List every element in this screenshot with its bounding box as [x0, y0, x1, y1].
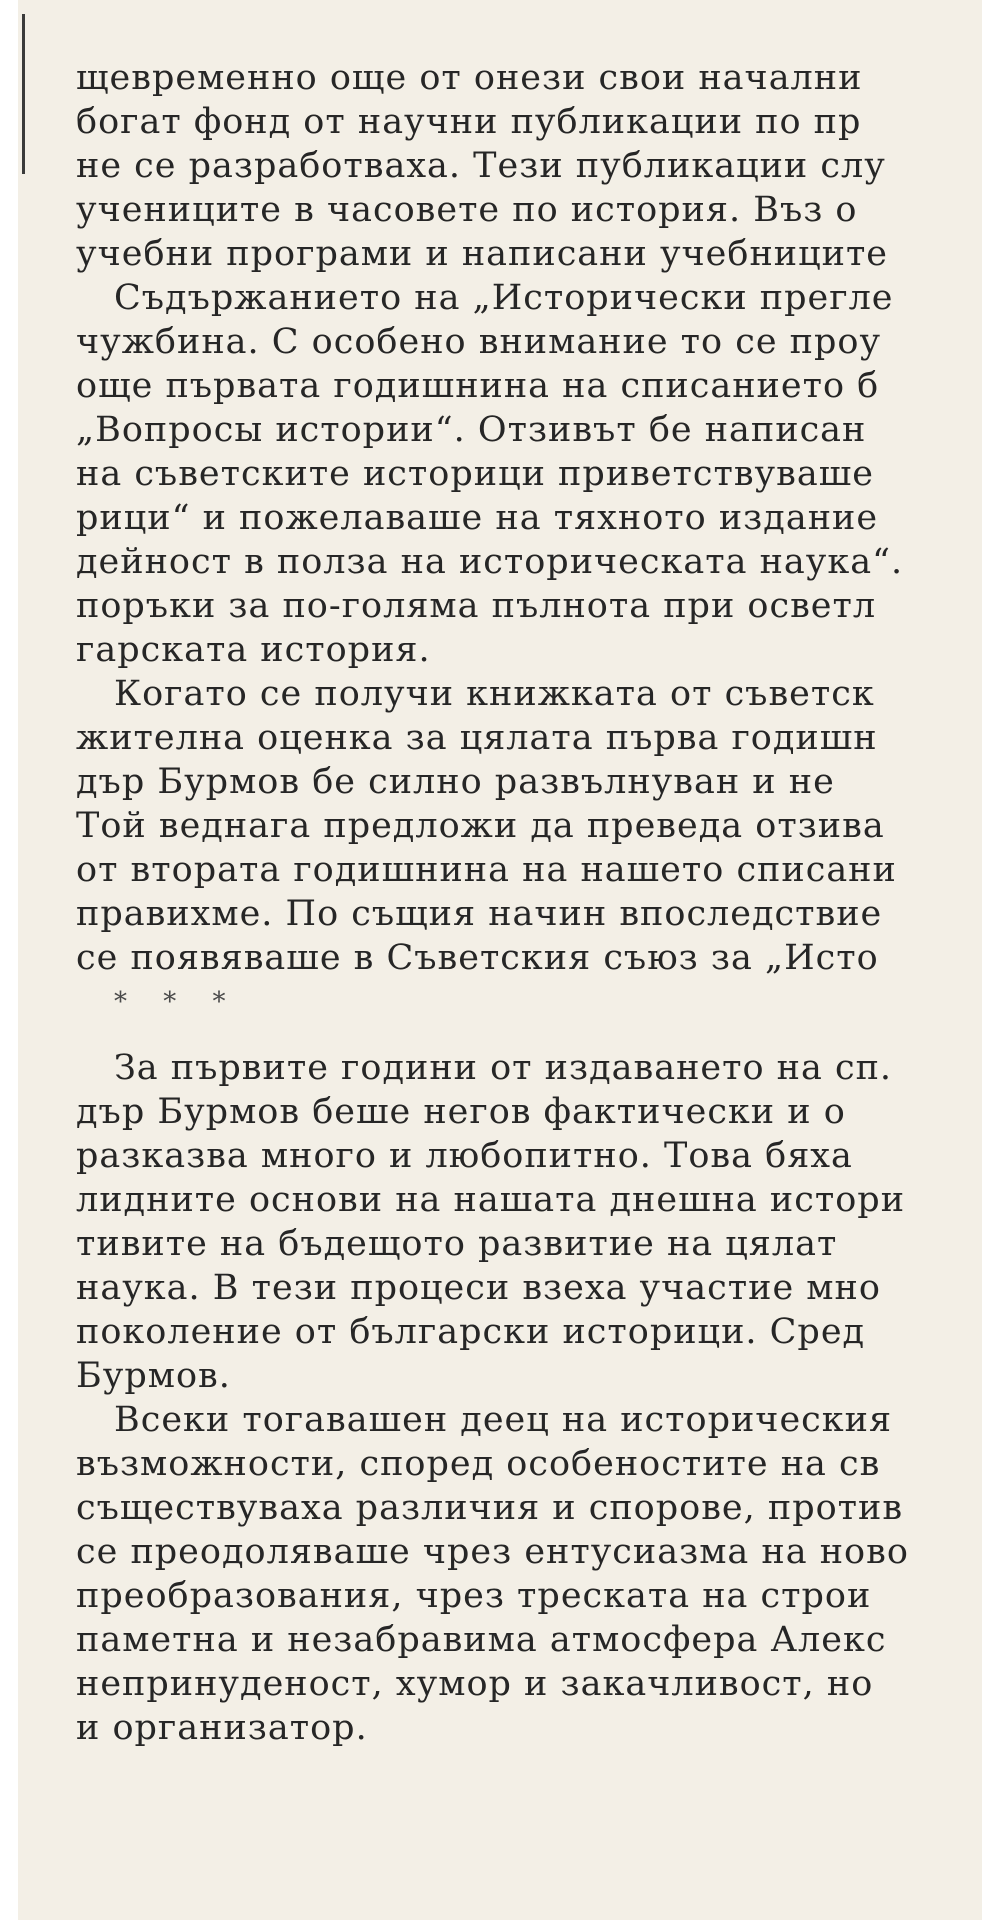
text-line: дейност в полза на историческата наука“.: [76, 542, 904, 582]
text-line: тивите на бъдещото развитие на цялат: [76, 1224, 838, 1264]
text-line: За първите години от издаването на сп.: [114, 1048, 893, 1088]
paragraph-2: [76, 276, 982, 672]
text-line: възможности, според особеностите на св: [76, 1444, 881, 1484]
text-line: наука. В тези процеси взеха участие мно: [76, 1268, 881, 1308]
scan-shadow-line: [22, 14, 25, 174]
text-line: дър Бурмов беше негов фактически и о: [76, 1092, 846, 1132]
text-line: Съдържанието на „Исторически прегле: [114, 278, 894, 318]
text-line: поръки за по-голяма пълнота при осветл: [76, 586, 877, 626]
text-line: правихме. По същия начин впоследствие: [76, 894, 883, 934]
text-line: Всеки тогавашен деец на историческия: [114, 1400, 893, 1440]
paragraph-5: [76, 1398, 982, 1750]
text-line: се преодоляваше чрез ентусиазма на ново: [76, 1532, 909, 1572]
text-line: рици“ и пожелаваше на тяхното издание: [76, 498, 879, 538]
text-line: „Вопросы истории“. Отзивът бе написан: [76, 410, 867, 450]
paragraph-1: [76, 56, 982, 276]
text-line: съществуваха различия и спорове, против: [76, 1488, 904, 1528]
text-line: преобразования, чрез треската на строи: [76, 1576, 872, 1616]
text-line: Когато се получи книжката от съветск: [114, 674, 875, 714]
text-line: поколение от български историци. Сред: [76, 1312, 866, 1352]
text-line: дър Бурмов бе силно развълнуван и не: [76, 762, 835, 802]
text-line: не се разработваха. Тези публикации слу: [76, 146, 886, 186]
separator-spacing: [76, 1024, 982, 1046]
text-line: учебни програми и написани учебниците: [76, 234, 889, 274]
section-separator: * * *: [114, 987, 240, 1017]
text-line: щевременно още от онези свои начални: [76, 58, 863, 98]
text-line: гарската история.: [76, 630, 431, 670]
text-line: още първата годишнина на списанието б: [76, 366, 880, 406]
text-line: учениците в часовете по история. Въз о: [76, 190, 858, 230]
text-line: се появяваше в Съветския съюз за „Исто: [76, 938, 879, 978]
text-line: от втората годишнина на нашето списани: [76, 850, 897, 890]
text-line: паметна и незабравима атмосфера Алекс: [76, 1620, 887, 1660]
paragraph-4: [76, 1046, 982, 1398]
text-line: непринуденост, хумор и закачливост, но: [76, 1664, 874, 1704]
paragraph-3: [76, 672, 982, 980]
text-line: чужбина. С особено внимание то се проу: [76, 322, 882, 362]
text-line: богат фонд от научни публикации по пр: [76, 102, 862, 142]
text-line: на съветските историци приветствуваше: [76, 454, 874, 494]
text-line: Той веднага предложи да преведа отзива: [76, 806, 885, 846]
text-line: разказва много и любопитно. Това бяха: [76, 1136, 853, 1176]
text-line: и организатор.: [76, 1708, 368, 1748]
text-line: лидните основи на нашата днешна истори: [76, 1180, 906, 1220]
text-line: жителна оценка за цялата първа годишн: [76, 718, 878, 758]
body-text: [76, 56, 982, 1750]
page-margin-edge: [0, 0, 18, 1920]
text-line: Бурмов.: [76, 1356, 231, 1396]
